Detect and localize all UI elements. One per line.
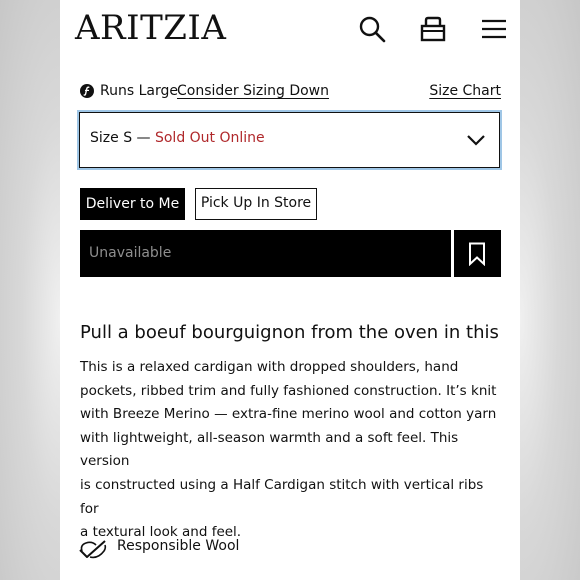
pick-up-in-store-button[interactable]: Pick Up In Store [195, 188, 317, 220]
wishlist-button[interactable] [454, 230, 501, 277]
backdrop-right [520, 0, 580, 580]
stock-status: Sold Out Online [154, 130, 265, 146]
description-line: a textural look and feel. [80, 524, 242, 541]
responsible-wool-label: Responsible Wool [117, 538, 240, 554]
runs-large-label: Runs Large [100, 83, 178, 99]
size-select-value [90, 130, 265, 146]
add-to-bag-button[interactable]: Unavailable [80, 230, 451, 277]
bag-icon[interactable] [418, 14, 448, 44]
brand-logo[interactable]: ARITZIA [75, 8, 227, 48]
description-title: Pull a boeuf bourguignon from the oven in this [80, 322, 499, 343]
description-line: pockets, ribbed trim and fully fashioned construction. It’s knit [80, 382, 497, 399]
bookmark-icon [468, 242, 486, 266]
fit-guidance [80, 80, 501, 102]
description-body [80, 356, 505, 545]
consider-sizing-down-link[interactable]: Consider Sizing Down [177, 83, 329, 99]
description-line: This is a relaxed cardigan with dropped shoulders, hand [80, 359, 459, 375]
backdrop-left [0, 0, 60, 580]
search-icon[interactable] [357, 14, 387, 44]
responsible-wool-icon [78, 537, 108, 561]
selected-size: Size S — [90, 130, 151, 146]
description-line: with Breeze Merino — extra-fine merino wool and cotton yarn [80, 406, 497, 423]
size-select[interactable] [79, 112, 500, 168]
size-chart-link[interactable]: Size Chart [429, 83, 501, 99]
chevron-down-icon [465, 131, 487, 149]
fit-info-icon [80, 84, 94, 98]
deliver-to-me-button[interactable]: Deliver to Me [80, 188, 185, 220]
product-page [60, 0, 520, 580]
description-line: with lightweight, all-season warmth and a soft feel. This version [80, 429, 459, 470]
menu-icon[interactable] [479, 14, 509, 44]
description-line: is constructed using a Half Cardigan stitch with vertical ribs for [80, 476, 484, 517]
